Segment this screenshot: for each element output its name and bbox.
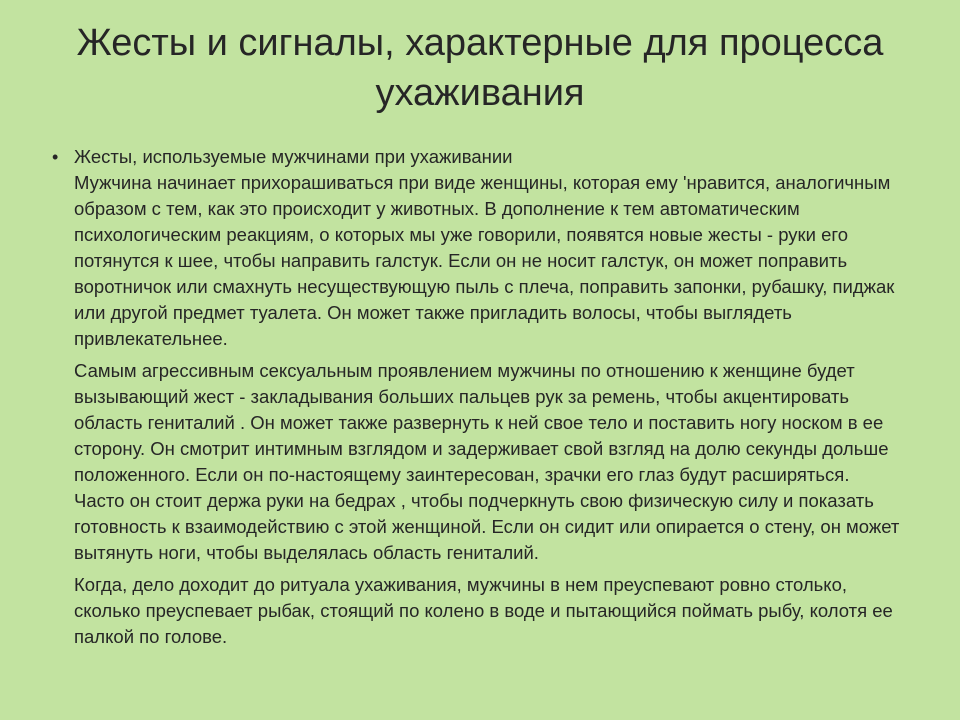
bullet-item xyxy=(52,144,902,170)
paragraph-1: Мужчина начинает прихорашиваться при виде женщины, которая ему 'нравится, аналогичным образом с тем, как это происходит у животных. В дополнение к тем автоматическим психологическим реакциям, о которых мы уже говорили, появятся новые жесты - руки его потянутся к шее, чтобы направить галстук. Если он не носит галстук, он может поправить воротничок или смахнуть несуществующую пыль с плеча, поправить запонки, рубашку, пиджак или другой предмет туалета. Он может также пригладить волосы, чтобы выглядеть привлекательнее. xyxy=(74,172,895,349)
slide-title: Жесты и сигналы, характерные для процесса ухаживания xyxy=(76,22,884,114)
bullet-dot-icon: • xyxy=(52,147,59,167)
bullet-heading: Жесты, используемые мужчинами при ухаживании xyxy=(74,146,513,167)
paragraph-3: Когда, дело доходит до ритуала ухаживания, мужчины в нем преуспевают ровно столько, сколько преуспевает рыбак, стоящий по колено в воде и пытающийся поймать рыбу, колотя ее палкой по голове. xyxy=(74,574,893,647)
slide-content xyxy=(52,144,902,650)
paragraph-2: Самым агрессивным сексуальным проявлением мужчины по отношению к женщине будет вызывающий жест - закладывания больших пальцев рук за ремень, чтобы акцентировать область гениталий . Он может также развернуть к ней свое тело и поставить ногу носком в ее сторону. Он смотрит интимным взглядом и задерживает свой взгляд на долю секунды дольше положенного. Если он по-настоящему заинтересован, зрачки его глаз будут расширяться. Часто он стоит держа руки на бедрах , чтобы подчеркнуть свою физическую силу и показать готовность к взаимодействию с этой женщиной. Если он сидит или опирается о стену, он может вытянуть ноги, чтобы выделялась область гениталий. xyxy=(74,360,900,563)
